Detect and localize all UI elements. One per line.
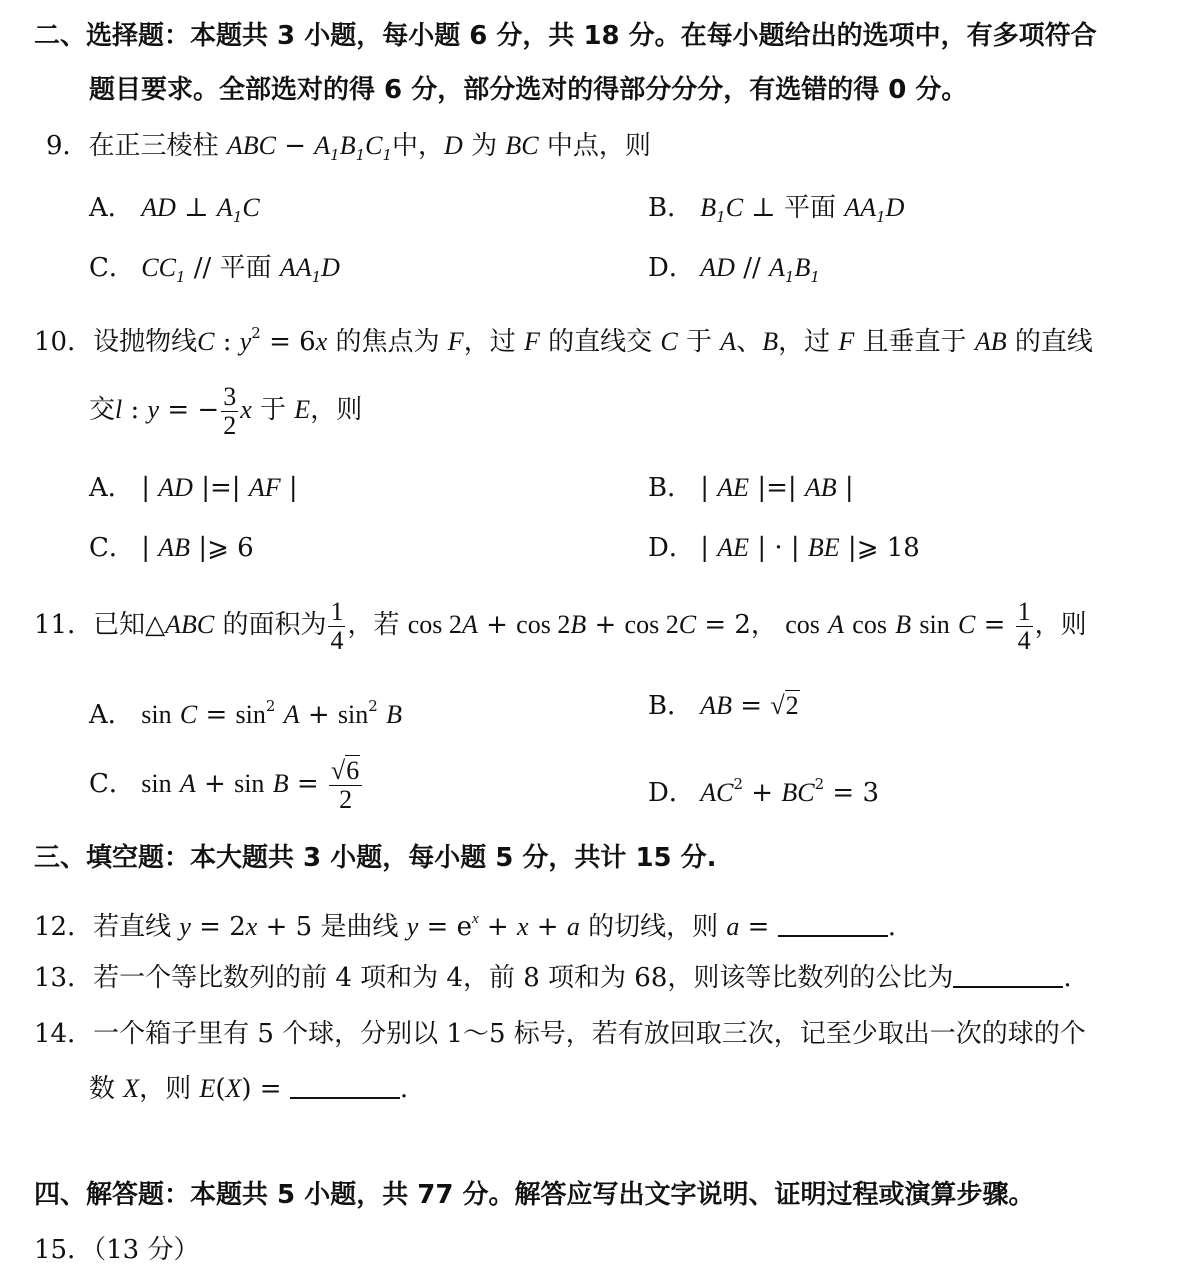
q10-option-a: A． | AD |=| AF | bbox=[89, 473, 298, 503]
question-number: 15． bbox=[34, 1235, 94, 1265]
fraction: $\frac{√6}{2}$ bbox=[329, 757, 362, 814]
q10-line2: 交l : y = − $\frac{3}{2}$ x 于 E，则 bbox=[89, 381, 363, 440]
answer-blank[interactable] bbox=[290, 1073, 400, 1099]
q10-option-d: D． | AE | · | BE |⩾ 18 bbox=[648, 533, 920, 563]
q14-line2: 数 X，则 E(X) = . bbox=[89, 1074, 409, 1104]
question-number: 11． bbox=[34, 610, 94, 640]
question-number: 10． bbox=[34, 327, 94, 357]
question-number: 13． bbox=[34, 963, 94, 993]
q10-option-c: C． | AB |⩾ 6 bbox=[89, 533, 254, 563]
q11-option-a: A． $\sin C = \sin^2 A + \sin^2 B$ bbox=[89, 697, 402, 730]
question-14: 14．一个箱子里有 5 个球，分别以 1～5 标号，若有放回取三次，记至少取出一次的球的个 bbox=[34, 1019, 1086, 1049]
q11-option-c: C． sin A + sin B = $\frac{√6}{2}$ bbox=[89, 752, 364, 816]
fraction: $\frac{1}{4}$ bbox=[330, 596, 344, 655]
answer-blank[interactable] bbox=[778, 911, 888, 937]
section2-heading-line2: 题目要求。全部选对的得 6 分，部分选对的得部分分分，有选错的得 0 分。 bbox=[89, 75, 968, 105]
question-number: 12． bbox=[34, 912, 94, 942]
q9-option-c: C． $CC_1$ // 平面 $AA_1D$ bbox=[89, 253, 340, 286]
q10-option-b: B． | AE |=| AB | bbox=[648, 473, 854, 503]
q9-option-a: A． AD ⊥ $A_1C$ bbox=[89, 193, 260, 226]
section3-heading: 三、填空题：本大题共 3 小题，每小题 5 分，共计 15 分. bbox=[34, 843, 717, 873]
fraction: $\frac{1}{4}$ bbox=[1017, 596, 1031, 655]
question-number: 14． bbox=[34, 1019, 94, 1049]
question-10: 10．设抛物线C : $y^2 = 6x$ 的焦点为 F，过 F 的直线交 C 于 A、B，过 F 且垂直于 AB 的直线 bbox=[34, 324, 1093, 357]
question-12: 12．若直线 y = 2x + 5 是曲线 $y = e^x + x + a$ 的切线，则 a = . bbox=[34, 911, 896, 942]
sqrt: √2 bbox=[770, 691, 799, 720]
fraction: $\frac{3}{2}$ bbox=[223, 381, 237, 440]
q11-option-d: D． $AC^2 + BC^2 = 3$ bbox=[648, 775, 880, 808]
q9-option-d: D． AD // $A_1B_1$ bbox=[648, 253, 820, 286]
question-9: 9．在正三棱柱 ABC − $A_1B_1C_1$中，D 为 BC 中点，则 bbox=[46, 131, 651, 164]
q9-option-b: B． $B_1C$ ⊥ 平面 $AA_1D$ bbox=[648, 193, 905, 226]
question-11: 11．已知△ABC 的面积为 $\frac{1}{4}$ ，若 cos 2A + cos 2B + cos 2C = 2， cos A cos B sin C = $\frac{1}{4}$ ，则 bbox=[34, 596, 1087, 655]
q11-option-b: B． AB = √2 bbox=[648, 691, 799, 721]
section2-heading-line1: 二、选择题：本题共 3 小题，每小题 6 分，共 18 分。在每小题给出的选项中，有多项符合 bbox=[34, 21, 1097, 51]
section4-heading: 四、解答题：本题共 5 小题，共 77 分。解答应写出文字说明、证明过程或演算步骤。 bbox=[34, 1180, 1035, 1210]
question-number: 9． bbox=[46, 131, 89, 161]
question-13: 13．若一个等比数列的前 4 项和为 4，前 8 项和为 68，则该等比数列的公比为 . bbox=[34, 963, 1072, 993]
answer-blank[interactable] bbox=[953, 962, 1063, 988]
question-15: 15．（13 分） bbox=[34, 1235, 200, 1265]
